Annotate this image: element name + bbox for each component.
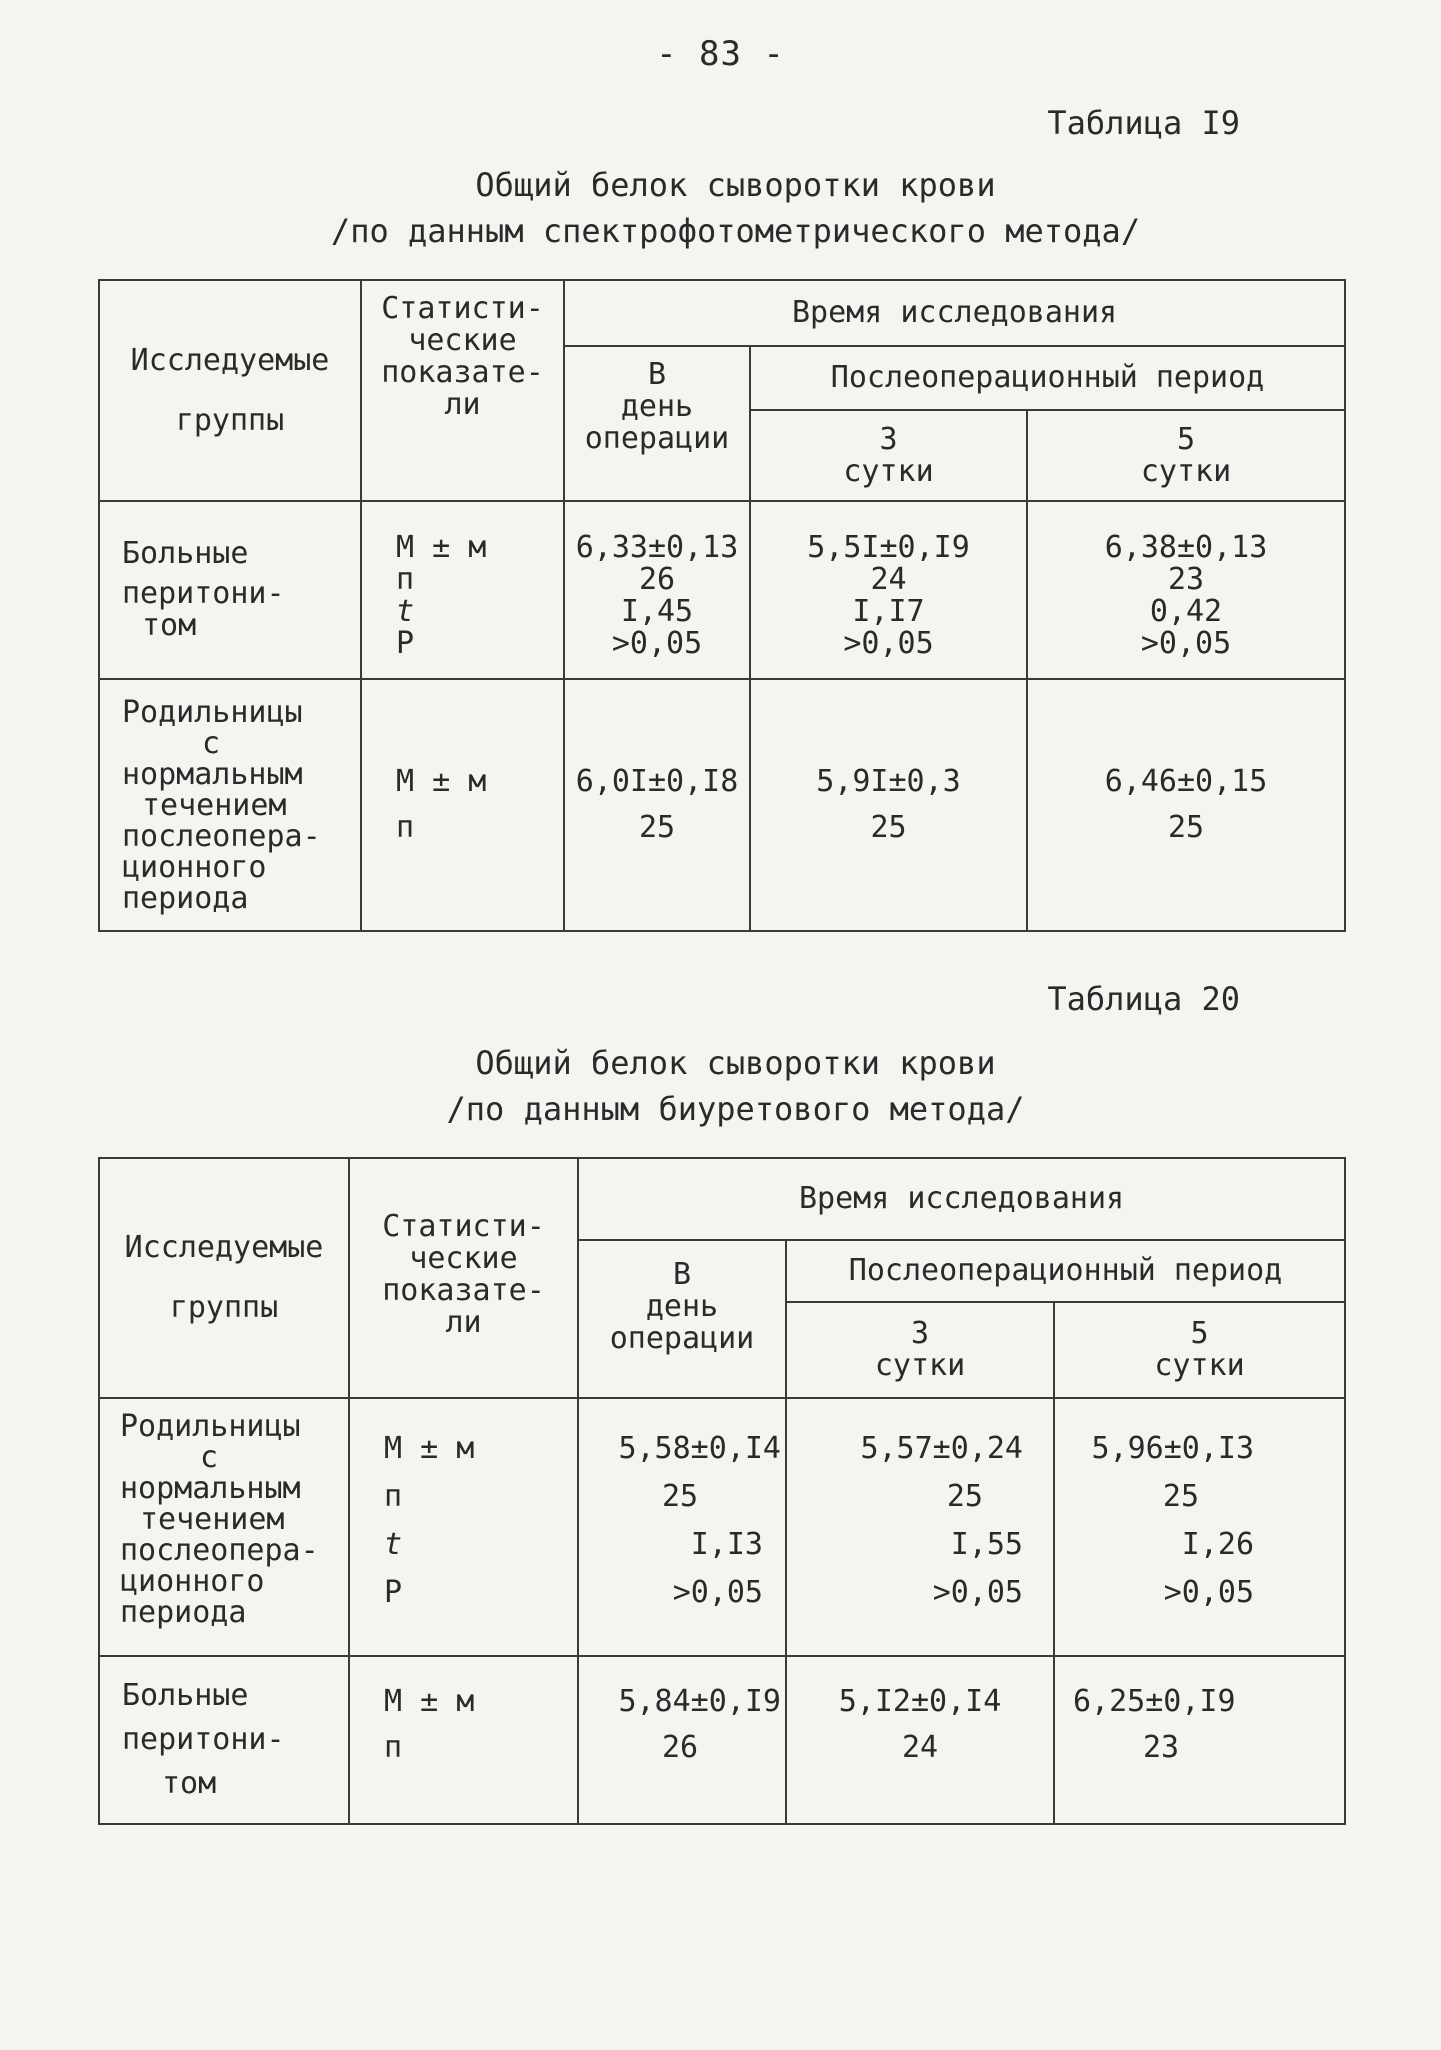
header-groups-line2: группы (175, 402, 285, 438)
table-20-row2-group: Больные перитони- том (99, 1656, 349, 1824)
table-19-row2-day-of-op: 6,0I±0,I8 25 (564, 679, 750, 931)
table-row (99, 1656, 1345, 1824)
table-20-header-stats: Статисти- ческие показате- ли (349, 1158, 578, 1398)
table-19 (98, 279, 1346, 932)
table-20-title (0, 1040, 1441, 1132)
table-19-title-line1: Общий белок сыворотки крови (475, 166, 996, 204)
table-20-row2-day-of-op: 5,84±0,I9 26 (578, 1656, 786, 1824)
table-19-row1-day-of-op: 6,33±0,13 26 I,45 >0,05 (564, 501, 750, 679)
table-row (99, 501, 1345, 679)
table-20-row1-day5: 5,96±0,I3 25 I,26 >0,05 (1054, 1398, 1345, 1656)
table-20-row2-day5: 6,25±0,I9 23 (1054, 1656, 1345, 1824)
page-number: - 83 - (656, 34, 785, 74)
table-20-header-day3: 3 сутки (786, 1302, 1054, 1398)
table-19-row2-day5: 6,46±0,15 25 (1027, 679, 1345, 931)
table-20-header-postop: Послеоперационный период (786, 1240, 1345, 1302)
table-19-header-stats: Статисти- ческие показате- ли (361, 280, 564, 501)
table-19-header-time: Время исследования (564, 280, 1345, 346)
table-19-header-postop: Послеоперационный период (750, 346, 1345, 410)
table-20-row2-stats: M ± м п (349, 1656, 578, 1824)
table-19-title-line2: /по данным спектрофотометрического метода/ (330, 212, 1141, 250)
table-20-header-groups: Исследуемые группы (99, 1158, 349, 1398)
table-19-row1-group: Больные перитони- том (99, 501, 361, 679)
table-20-row2-day3: 5,I2±0,I4 24 (786, 1656, 1054, 1824)
table-20-row1-stats: M ± м п t P (349, 1398, 578, 1656)
table-20 (98, 1157, 1346, 1825)
table-20-label: Таблица 20 (1047, 980, 1240, 1018)
table-19-row2-group: Родильницы с нормальным течением послеопера- ционного периода (99, 679, 361, 931)
table-row (99, 1398, 1345, 1656)
table-20-row1-day3: 5,57±0,24 25 I,55 >0,05 (786, 1398, 1054, 1656)
table-20-title-line1: Общий белок сыворотки крови (475, 1044, 996, 1082)
table-19-row2-day3: 5,9I±0,3 25 (750, 679, 1027, 931)
table-19-row1-stats: M ± м п t P (361, 501, 564, 679)
header-groups-line1: Исследуемые (130, 342, 330, 378)
table-19-header-day-of-op: В день операции (564, 346, 750, 501)
table-20-header-day-of-op: В день операции (578, 1240, 786, 1398)
table-19-header-groups (99, 280, 361, 501)
table-19-row1-day5: 6,38±0,13 23 0,42 >0,05 (1027, 501, 1345, 679)
table-row (99, 679, 1345, 931)
table-19-label: Таблица I9 (1047, 104, 1240, 142)
table-20-header-time: Время исследования (578, 1158, 1345, 1240)
table-19-header-day5: 5 сутки (1027, 410, 1345, 501)
table-20-row1-day-of-op: 5,58±0,I4 25 I,I3 >0,05 (578, 1398, 786, 1656)
table-20-header-day5: 5 сутки (1054, 1302, 1345, 1398)
table-20-title-line2: /по данным биуретового метода/ (446, 1090, 1025, 1128)
table-19-row2-stats: M ± м п (361, 679, 564, 931)
table-19-header-day3: 3 сутки (750, 410, 1027, 501)
table-19-row1-day3: 5,5I±0,I9 24 I,I7 >0,05 (750, 501, 1027, 679)
table-19-title (0, 162, 1441, 254)
table-20-row1-group: Родильницы с нормальным течением послеопера- ционного периода (99, 1398, 349, 1656)
